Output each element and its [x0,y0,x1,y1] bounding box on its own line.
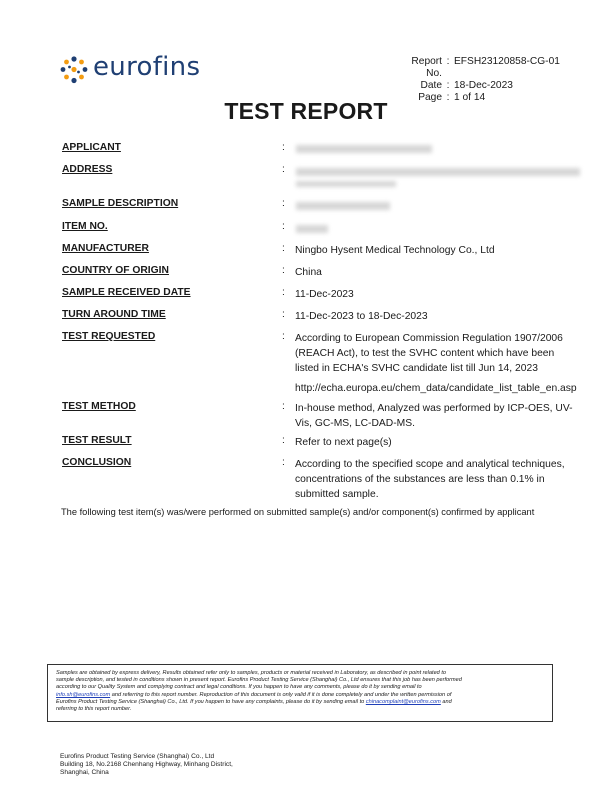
text-segment: and referring to this report number. Reproduction of this document is only valid if it is done completely and under the written permission of [110,691,452,698]
test-result-value: Refer to next page(s) [295,437,392,448]
disclaimer-box [47,664,553,722]
manufacturer-label: MANUFACTURER [62,243,149,254]
company-address-footer [60,753,233,777]
page-value: 1 of 14 [454,92,486,103]
footer-line: Building 18, No.2168 Chenhang Highway, Minhang District, [60,761,233,768]
redacted-address-line1 [296,168,580,176]
address-label: ADDRESS [62,164,113,175]
date-label: Date [420,80,442,91]
test-method-value [295,401,580,431]
test-requested-label: TEST REQUESTED [62,331,156,342]
colon: : [282,401,285,412]
turnaround-label: TURN AROUND TIME [62,309,166,320]
text-line: Samples are obtained by express delivery, Results obtained refer only to samples, products or material received in Laboratory, as described in point related to [56,670,447,676]
text-line: According to European Commission Regulation 1907/2006 [295,333,563,344]
report-no-value: EFSH23120858-CG-01 [454,56,560,67]
turnaround-value: 11-Dec-2023 to 18-Dec-2023 [295,311,428,322]
report-no-row [394,56,560,80]
colon: : [282,142,285,153]
text-line: referring to this report number. [56,706,132,713]
text-segment: and [440,698,452,705]
received-date-value: 11-Dec-2023 [295,289,354,300]
meta-sep: : [446,92,450,103]
received-date-label: SAMPLE RECEIVED DATE [62,287,191,298]
complaint-email-link[interactable]: chinacomplaint@eurofins.com [365,698,441,705]
text-line: (REACH Act), to test the SVHC content which have been [295,348,555,359]
colon: : [282,221,285,232]
text-line: submitted sample. [295,489,379,500]
colon: : [282,309,285,320]
date-value: 18-Dec-2023 [454,80,513,91]
text-line [56,692,544,699]
text-line: concentrations of the substances are less than 0.1% in [295,474,545,485]
redacted-address-line2 [296,181,396,187]
report-meta [394,56,560,104]
text-line: sample description, and tested in conditions shown in present report. Eurofins Product Testing Service (Shanghai) Co., Ltd ensures that this job has been performed [56,677,462,684]
text-segment: Eurofins Product Testing Service (Shanghai) Co., Ltd. If you happen to have any complaints, please do it by sending email to [56,698,366,705]
date-row [394,80,560,92]
colon: : [282,457,285,468]
eurofins-logo [60,52,200,86]
conclusion-value [295,457,580,502]
applicant-confirmation-note: The following test item(s) was/were performed on submitted sample(s) and/or component(s) confirmed by applicant [61,507,535,517]
test-result-label: TEST RESULT [62,435,132,446]
footer-line: Shanghai, China [60,769,109,776]
redacted-applicant [296,145,432,153]
colon: : [282,198,285,209]
text-line: According to the specified scope and analytical techniques, [295,459,565,470]
colon: : [282,164,285,175]
meta-sep: : [446,80,450,91]
test-requested-value [295,331,580,396]
info-email-link[interactable]: info.sh@eurofins.com [56,691,111,698]
report-no-label: Report No. [411,56,442,79]
manufacturer-value: Ningbo Hysent Medical Technology Co., Ltd [295,245,495,256]
eurofins-dots-icon [60,56,88,84]
text-line: listed in ECHA's SVHC candidate list till Jun 14, 2023 [295,363,538,374]
text-line [56,699,544,706]
conclusion-label: CONCLUSION [62,457,132,468]
colon: : [282,243,285,254]
footer-line: Eurofins Product Testing Service (Shanghai) Co., Ltd [60,753,215,760]
country-value: China [295,267,322,278]
page-title: TEST REPORT [224,98,388,124]
test-method-label: TEST METHOD [62,401,136,412]
sample-description-label: SAMPLE DESCRIPTION [62,198,179,209]
colon: : [282,435,285,446]
country-label: COUNTRY OF ORIGIN [62,265,169,276]
text-line: according to our Quality System and complying contract and legal conditions. If you happen to have any comments, please do it by sending email to [56,684,422,691]
colon: : [282,331,285,342]
applicant-label: APPLICANT [62,142,121,153]
colon: : [282,287,285,298]
page-label: Page [418,92,442,103]
meta-sep: : [446,56,450,67]
colon: : [282,265,285,276]
brand-name: eurofins [93,52,201,82]
item-no-label: ITEM NO. [62,221,108,232]
disclaimer-text [56,670,544,713]
redacted-sample-description [296,202,390,210]
text-line: In-house method, Analyzed was performed by ICP-OES, UV- [295,403,573,414]
text-line: Vis, GC-MS, LC-DAD-MS. [295,418,415,429]
redacted-item-no [296,225,328,233]
echa-candidate-list-link[interactable]: http://echa.europa.eu/chem_data/candidate_list_table_en.asp [295,383,577,394]
